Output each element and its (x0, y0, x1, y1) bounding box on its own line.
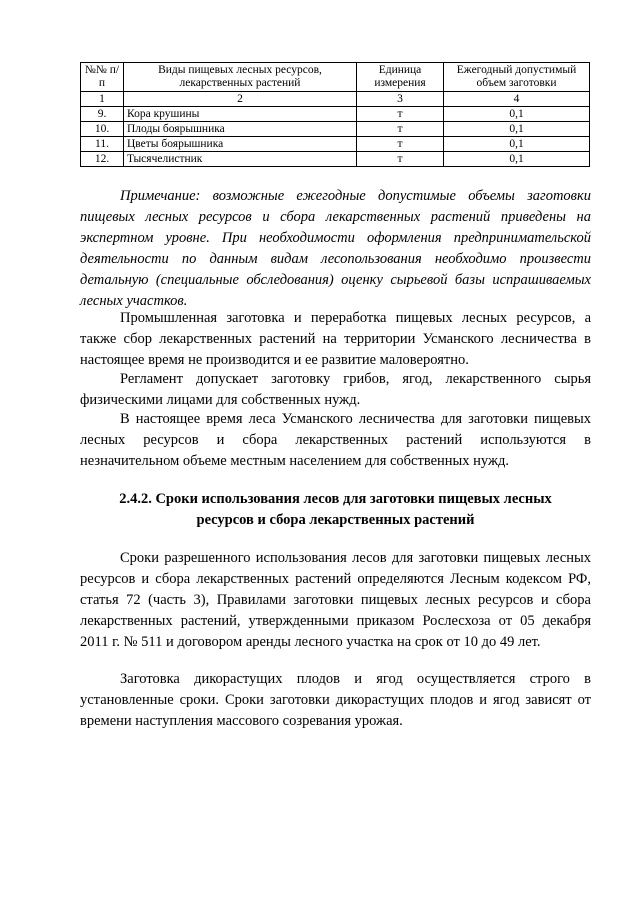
body-paragraph: В настоящее время леса Усманского лесничества для заготовки пищевых лесных ресурсов и сбора лекарственных растений используются в незначительном объеме местным населением для собственных нужд. (80, 411, 591, 469)
body-paragraph: Заготовка дикорастущих плодов и ягод осуществляется строго в установленные сроки. Сроки заготовки дикорастущих плодов и ягод зависят от времени наступления массового созревания урожая. (80, 671, 591, 729)
body-paragraph: Промышленная заготовка и переработка пищевых лесных ресурсов, а также сбор лекарственных растений на территории Усманского лесничества в настоящее время не производится и ее развитие маловероятно. (80, 310, 591, 368)
resources-table (80, 62, 590, 167)
table-row (81, 122, 590, 137)
column-number: 1 (81, 92, 124, 107)
header-number: №№ п/п (81, 63, 124, 92)
resource-name: Плоды боярышника (124, 122, 357, 137)
section-heading-line: ресурсов и сбора лекарственных растений (196, 512, 475, 528)
header-resource-type: Виды пищевых лесных ресурсов, лекарственных растений (124, 63, 357, 92)
column-number: 4 (444, 92, 590, 107)
table-row (81, 152, 590, 167)
column-number: 2 (124, 92, 357, 107)
table-row (81, 137, 590, 152)
note-paragraph: Примечание: возможные ежегодные допустимые объемы заготовки пищевых лесных ресурсов и сбора лекарственных растений приведены на экспертном уровне. При необходимости оформления предпринимательской деятельности по данным видам лесопользования необходимо произвести детальную (специальные обследования) оценку сырьевой базы испрашиваемых лесных участков. (80, 188, 591, 309)
resource-name: Тысячелистник (124, 152, 357, 167)
resource-name: Кора крушины (124, 107, 357, 122)
column-number-row (81, 92, 590, 107)
row-number: 12. (81, 152, 124, 167)
row-number: 11. (81, 137, 124, 152)
header-unit: Единица измерения (357, 63, 444, 92)
unit: т (357, 122, 444, 137)
annual-volume: 0,1 (444, 107, 590, 122)
table-row (81, 107, 590, 122)
section-heading-line: 2.4.2. Сроки использования лесов для заготовки пищевых лесных (119, 491, 552, 507)
header-annual-volume: Ежегодный допустимый объем заготовки (444, 63, 590, 92)
body-paragraph: Сроки разрешенного использования лесов для заготовки пищевых лесных ресурсов и сбора лекарственных растений определяются Лесным кодексом РФ, статья 72 (часть 3), Правилами заготовки пищевых лесных ресурсов и сбора лекарственных растений, утвержденными приказом Рослесхоза от 05 декабря 2011 г. № 511 и договором аренды лесного участка на срок от 10 до 49 лет. (80, 550, 591, 650)
annual-volume: 0,1 (444, 152, 590, 167)
unit: т (357, 152, 444, 167)
annual-volume: 0,1 (444, 122, 590, 137)
section-heading (80, 489, 591, 531)
unit: т (357, 137, 444, 152)
table-header-row (81, 63, 590, 92)
unit: т (357, 107, 444, 122)
resource-name: Цветы боярышника (124, 137, 357, 152)
row-number: 9. (81, 107, 124, 122)
body-paragraph: Регламент допускает заготовку грибов, ягод, лекарственного сырья физическими лицами для собственных нужд. (80, 371, 591, 408)
annual-volume: 0,1 (444, 137, 590, 152)
column-number: 3 (357, 92, 444, 107)
row-number: 10. (81, 122, 124, 137)
